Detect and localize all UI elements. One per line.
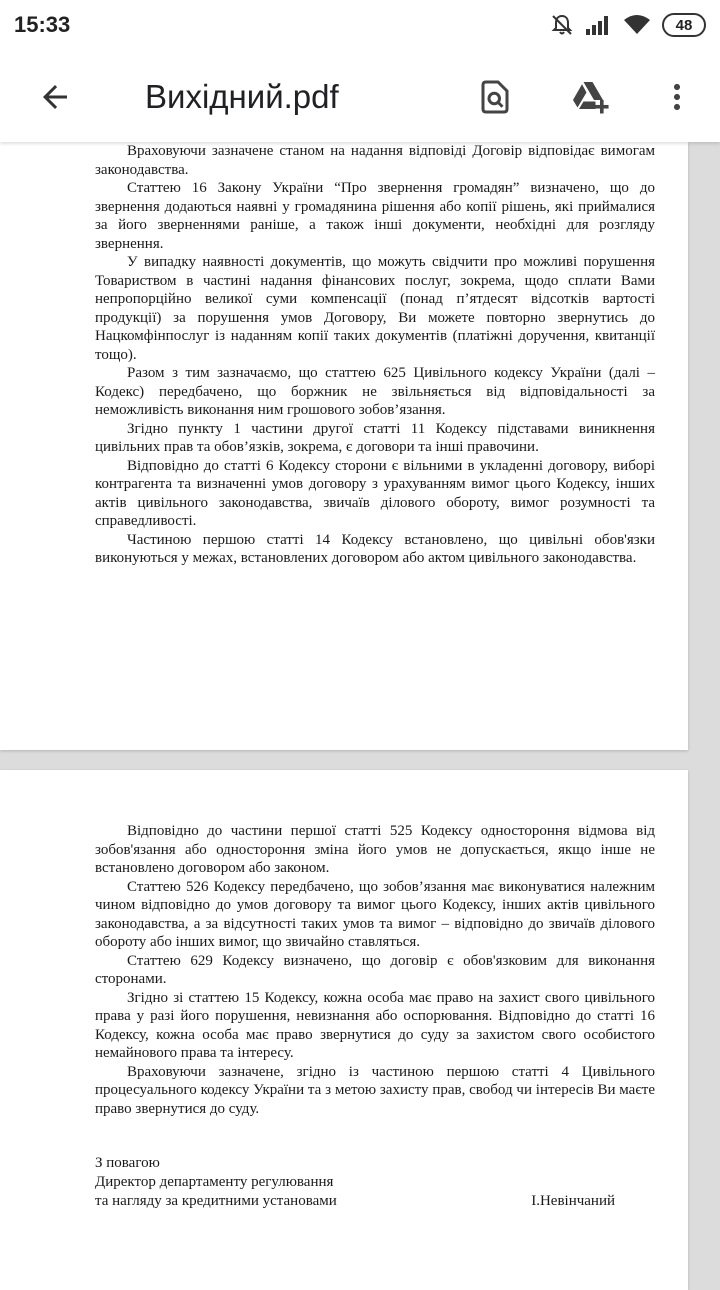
document-title: Вихідний.pdf	[145, 78, 339, 115]
paragraph: Згідно пункту 1 частини другої статті 11 Кодексу підставами виникнення цивільних прав та обов’язків, зокрема, є договори та інші правочини.	[95, 420, 655, 455]
more-options-button[interactable]	[652, 72, 702, 122]
pdf-page-2	[0, 770, 688, 1290]
status-icons	[550, 10, 706, 40]
paragraph: Відповідно до статті 6 Кодексу сторони є вільними в укладенні договору, виборі контрагента та визначенні умов договору з урахуванням вимог цього Кодексу, інших актів цивільного законодавства, звичаїв ділового обороту, вимог розумності та справедливості.	[95, 457, 655, 529]
back-arrow-icon	[37, 79, 73, 115]
position-line-1: Директор департаменту регулювання	[95, 1174, 334, 1190]
closing: З повагою	[95, 1155, 160, 1171]
paragraph: Враховуючи зазначене станом на надання відповіді Договір відповідає вимогам законодавства.	[95, 143, 655, 178]
paragraph: У випадку наявності документів, що можуть свідчити про можливі порушення Товариством в частині надання фінансових послуг, зокрема, щодо сплати Вами непропорційно великої суми компенсації (понад п’ятдесят відсотків вартості продукції) за порушення умов Договору, Ви можете повторно звернутись до Нацкомфінпослуг із наданням копії таких документів (платіжні доручення, квитанції тощо).	[95, 254, 655, 363]
find-in-document-button[interactable]	[470, 72, 520, 122]
paragraph: Статтею 629 Кодексу визначено, що договір є обов'язковим для виконання сторонами.	[95, 952, 655, 987]
paragraph: Статтею 16 Закону України “Про звернення громадян” визначено, що до звернення додаються наявні у громадянина рішення або копії рішень, які приймалися за його зверненнями раніше, а також інші документи, необхідні для розгляду звернення.	[95, 180, 655, 252]
wifi-icon	[622, 13, 652, 37]
paragraph: Враховуючи зазначене, згідно із частиною першою статті 4 Цивільного процесуального кодексу України та з метою захисту прав, свобод чи інтересів Ви маєте право звернутися до суду.	[95, 1063, 655, 1117]
app-toolbar	[0, 52, 720, 142]
position-line-2: та нагляду за кредитними установами	[95, 1193, 337, 1209]
page-1-text	[95, 142, 655, 568]
document-scroll-area[interactable]	[688, 142, 720, 1280]
drive-add-icon	[570, 78, 612, 116]
add-to-drive-button[interactable]	[566, 72, 616, 122]
status-time: 15:33	[14, 12, 71, 37]
more-vert-icon	[661, 79, 693, 115]
signatory-name: І.Невінчаний	[531, 1193, 615, 1209]
battery-icon	[662, 13, 706, 37]
search-document-icon	[477, 79, 513, 115]
battery-level: 48	[675, 16, 693, 34]
paragraph: Статтею 526 Кодексу передбачено, що зобов’язання має виконуватися належним чином відповідно до умов договору та вимог цього Кодексу, інших актів цивільного законодавства, а за відсутності таких умов та вимог – відповідно до звичаїв ділового обороту або інших вимог, що звичайно ставляться.	[95, 878, 655, 950]
paragraph: Разом з тим зазначаємо, що статтею 625 Цивільного кодексу України (далі – Кодекс) передбачено, що боржник не звільняється від відповідальності за неможливість виконання ним грошового зобов’язання.	[95, 365, 655, 418]
mute-icon	[550, 13, 574, 37]
paragraph: Відповідно до частини першої статті 525 Кодексу одностороння відмова від зобов'язання або одностороння зміна його умов не допускається, якщо інше не встановлено договором або законом.	[95, 823, 655, 876]
pdf-page-1	[0, 142, 688, 750]
signal-icon	[584, 13, 612, 37]
paragraph: Згідно зі статтею 15 Кодексу, кожна особа має право на захист свого цивільного права у разі його порушення, невизнання або оспорювання. Відповідно до статті 16 Кодексу, кожна особа має право звернутися до суду за захистом свого особистого немайнового права та інтересу.	[95, 989, 655, 1061]
status-bar	[0, 0, 720, 52]
back-button[interactable]	[30, 72, 80, 122]
signature-block	[95, 1154, 655, 1211]
page-2-text	[95, 822, 655, 1118]
paragraph: Частиною першою статті 14 Кодексу встановлено, що цивільні обов'язки виконуються у межах, встановлених договором або актом цивільного законодавства.	[95, 531, 655, 566]
